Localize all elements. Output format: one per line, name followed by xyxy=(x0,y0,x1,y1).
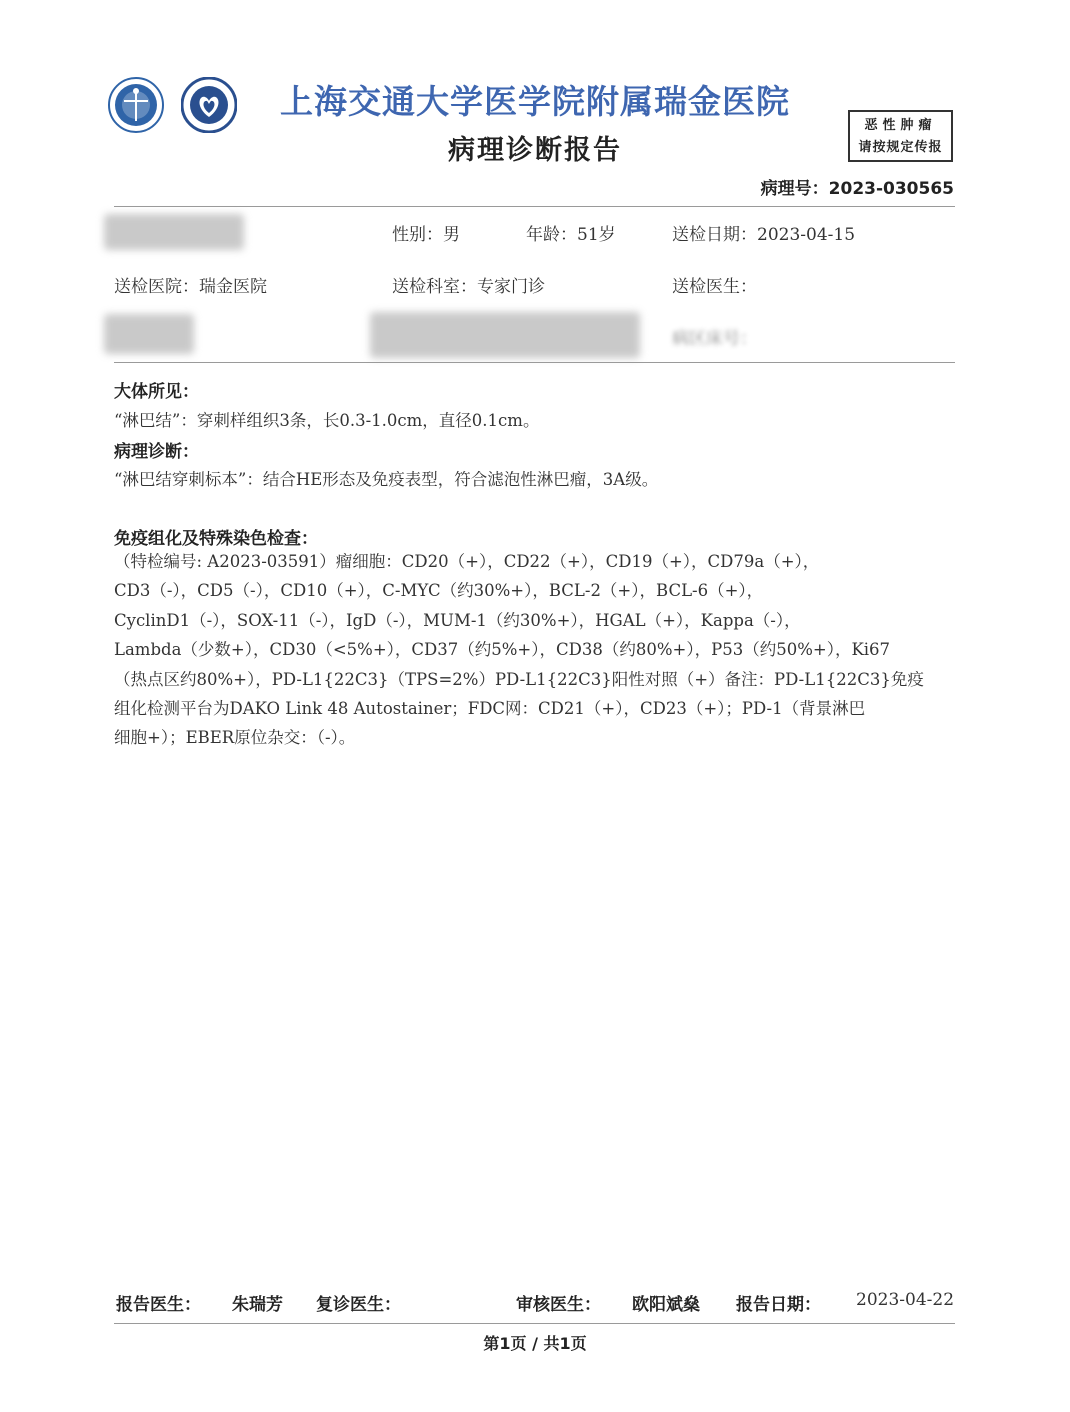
ihc-line: 细胞+）；EBER原位杂交：（-）。 xyxy=(114,728,356,748)
report-doctor-name: 朱瑞芳 xyxy=(232,1295,283,1315)
stamp-line-1: 恶性肿瘤 xyxy=(864,118,937,133)
gross-title: 大体所见： xyxy=(114,382,199,402)
ihc-line: （热点区约80%+），PD-L1{22C3}（TPS=2%）PD-L1{22C3}阳性对照（+）备注：PD-L1{22C3}免疫 xyxy=(114,669,924,689)
divider-footer xyxy=(114,1323,955,1324)
redacted-patient-name xyxy=(104,214,244,250)
ihc-text xyxy=(114,547,959,753)
divider-info xyxy=(114,362,955,363)
gender-field: 性别：男 xyxy=(392,225,460,245)
stamp-line-2: 请按规定传报 xyxy=(858,140,943,155)
report-title: 病理诊断报告 xyxy=(448,135,622,166)
report-doctor-label: 报告医生： xyxy=(116,1295,201,1315)
ihc-line: CD3（-），CD5（-），CD10（+），C-MYC（约30%+），BCL-2（+），BCL-6（+）， xyxy=(114,581,764,601)
age-field: 年龄：51岁 xyxy=(526,225,616,245)
diagnosis-text: “淋巴结穿刺标本”：结合HE形态及免疫表型，符合滤泡性淋巴瘤，3A级。 xyxy=(114,470,659,489)
divider-top xyxy=(114,206,955,207)
ward-bed-field: 病区床号： xyxy=(672,329,757,349)
submit-doctor-field: 送检医生： xyxy=(672,277,757,297)
report-date: 2023-04-22 xyxy=(856,1290,955,1310)
ihc-line: CyclinD1（-），SOX-11（-），IgD（-），MUM-1（约30%+），HGAL（+），Kappa（-）， xyxy=(114,610,801,630)
report-date-label: 报告日期： xyxy=(736,1295,821,1315)
ihc-title: 免疫组化及特殊染色检查： xyxy=(114,529,318,549)
pathology-number: 病理号：2023-030565 xyxy=(760,179,954,199)
malignant-tumor-stamp xyxy=(848,110,953,162)
ihc-line: （特检编号: A2023-03591）瘤细胞：CD20（+），CD22（+），CD19（+），CD79a（+）， xyxy=(114,552,820,571)
audit-doctor-label: 审核医生： xyxy=(516,1295,601,1315)
review-doctor-label: 复诊医生： xyxy=(316,1295,401,1315)
diagnosis-title: 病理诊断： xyxy=(114,442,199,462)
gross-text: “淋巴结”：穿刺样组织3条，长0.3-1.0cm，直径0.1cm。 xyxy=(114,411,540,430)
ihc-line: Lambda（少数+），CD30（<5%+），CD37（约5%+），CD38（约80%+），P53（约50%+），Ki67 xyxy=(114,640,891,660)
submit-date-field: 送检日期：2023-04-15 xyxy=(672,225,856,245)
submit-hospital-field: 送检医院：瑞金医院 xyxy=(114,277,267,297)
redacted-patient-info xyxy=(370,312,640,358)
page-number: 第1页 / 共1页 xyxy=(483,1334,587,1353)
redacted-patient-id xyxy=(104,314,194,354)
audit-doctor-name: 欧阳斌燊 xyxy=(632,1295,700,1315)
ihc-line: 组化检测平台为DAKO Link 48 Autostainer；FDC网：CD21（+），CD23（+）；PD-1（背景淋巴 xyxy=(114,699,866,719)
hospital-name: 上海交通大学医学院附属瑞金医院 xyxy=(280,82,790,121)
submit-department-field: 送检科室：专家门诊 xyxy=(392,277,545,297)
